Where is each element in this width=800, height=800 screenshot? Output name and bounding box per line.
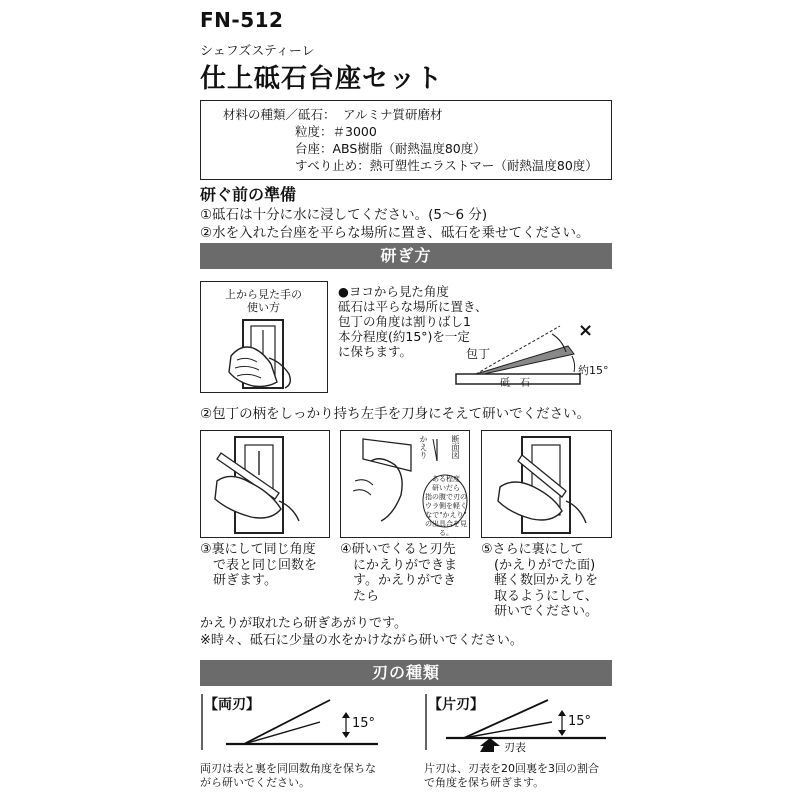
side-view-line-1: 砥石は平らな場所に置き、 [338,299,488,314]
burr-label: かえり [419,435,428,459]
top-view-caption-1: 上から見た手の [225,288,302,301]
burr-note-line-2: 研いだら [432,484,460,492]
step-4-panel [340,430,470,538]
spec-row-grit: 粒度：＃3000 [295,124,377,139]
step-4-caption [340,542,457,604]
preparation-heading: 研ぐ前の準備 [200,185,297,204]
step-5-line-1: ⑤さらに裏にして [481,542,584,557]
spec-row-stone-label: 材料の種類／砥石： [223,107,336,122]
double-edge-label: 【両刃】 [204,697,260,713]
side-view-title: ●ヨコから見た角度 [338,284,449,299]
single-edge-label: 【片刃】 [428,697,484,713]
step-3-panel [200,430,330,538]
spec-row-nonslip: すべり止め：熱可塑性エラストマー（耐熱温度80度） [295,158,598,173]
specs-box [200,100,612,180]
top-view-panel [200,281,328,393]
burr-note [423,475,469,538]
step-3-line-3: 研ぎます。 [200,573,277,588]
side-view-line-2: 包丁の角度は割りばし1 [338,314,471,329]
burr-note-line-3: 指の腹で刃の [425,493,467,501]
step-5-line-4: 取るようにして、 [481,588,598,604]
step-4-line-1: ④研いでくると刃先 [340,542,456,557]
spec-row-stone-value: アルミナ質研磨材 [343,107,443,122]
spec-row-base: 台座：ABS樹脂（耐熱温度80度） [295,141,486,156]
double-edge-note-1: 両刃は表と裏を同回数角度を保ちな [200,762,376,775]
sharpen-step-2: ②包丁の柄をしっかり持ち左手を刀身にそえて研いでください。 [200,406,591,422]
step-5-panel [481,430,612,538]
finish-note: かえりが取れたら研ぎあがりです。 [200,616,407,631]
blade-face-label: 刃表 [504,741,526,754]
hand-top-view-illustration [201,316,327,392]
prep-step-1: ①砥石は十分に水に浸してください。(5〜6 分) [200,207,488,223]
step-5-caption [481,542,598,620]
cross-section-label: 断面図 [451,435,460,459]
side-view-line-4: に保ちます。 [338,344,413,359]
model-number: FN-512 [200,8,284,32]
blade-types-band: 刃の種類 [200,660,612,686]
water-note: ※時々、砥石に少量の水をかけながら研いでください。 [200,633,523,648]
series-name: シェフズスティーレ [200,44,315,59]
burr-note-line-6: の出具合を見る。 [425,520,467,537]
page-title: 仕上砥石台座セット [200,64,444,94]
burr-removal-illustration [482,431,611,537]
double-edge-angle: 15° [352,716,376,731]
single-edge-diagram [424,692,610,752]
single-edge-angle: 15° [568,714,592,729]
step-3-caption [200,542,317,589]
angle-label: 約15° [578,364,609,377]
side-view-line-3: 本分程度(約15°)を一定 [338,329,470,344]
hand-flip-illustration [201,431,329,537]
sharpening-band: 研ぎ方 [200,243,612,269]
step-5-line-3: 軽く数回かえりを [481,573,599,588]
burr-note-line-4: ウラ側を軽く [425,502,467,510]
wrong-angle-mark: × [578,320,594,341]
step-4-line-2: にかえりができま [340,557,458,573]
burr-note-line-1: ある程度 [432,475,460,483]
double-edge-diagram [200,692,384,752]
double-edge-note-2: がら研いでください。 [200,776,310,789]
step-5-line-5: 研いでください。 [481,604,599,619]
single-edge-note-1: 片刃は、刃表を20回裏を3回の割合 [424,762,599,775]
step-4-line-3: す。かえりができ [340,573,456,588]
step-4-line-4: たら [340,588,380,604]
step-3-line-2: で表と同じ回数を [200,557,318,573]
single-edge-note-2: で角度を保ち研ぎます。 [424,776,545,789]
knife-label: 包丁 [466,347,491,361]
step-5-line-2: (かえりがでた面) [481,557,596,573]
prep-step-2: ②水を入れた台座を平らな場所に置き、砥石を乗せてください。 [200,225,590,241]
stone-label: 砥 石 [500,378,530,389]
top-view-caption-2: 使い方 [247,301,280,314]
step-3-line-1: ③裏にして同じ角度 [200,542,316,557]
burr-note-line-5: なで"かえり" [425,511,467,519]
